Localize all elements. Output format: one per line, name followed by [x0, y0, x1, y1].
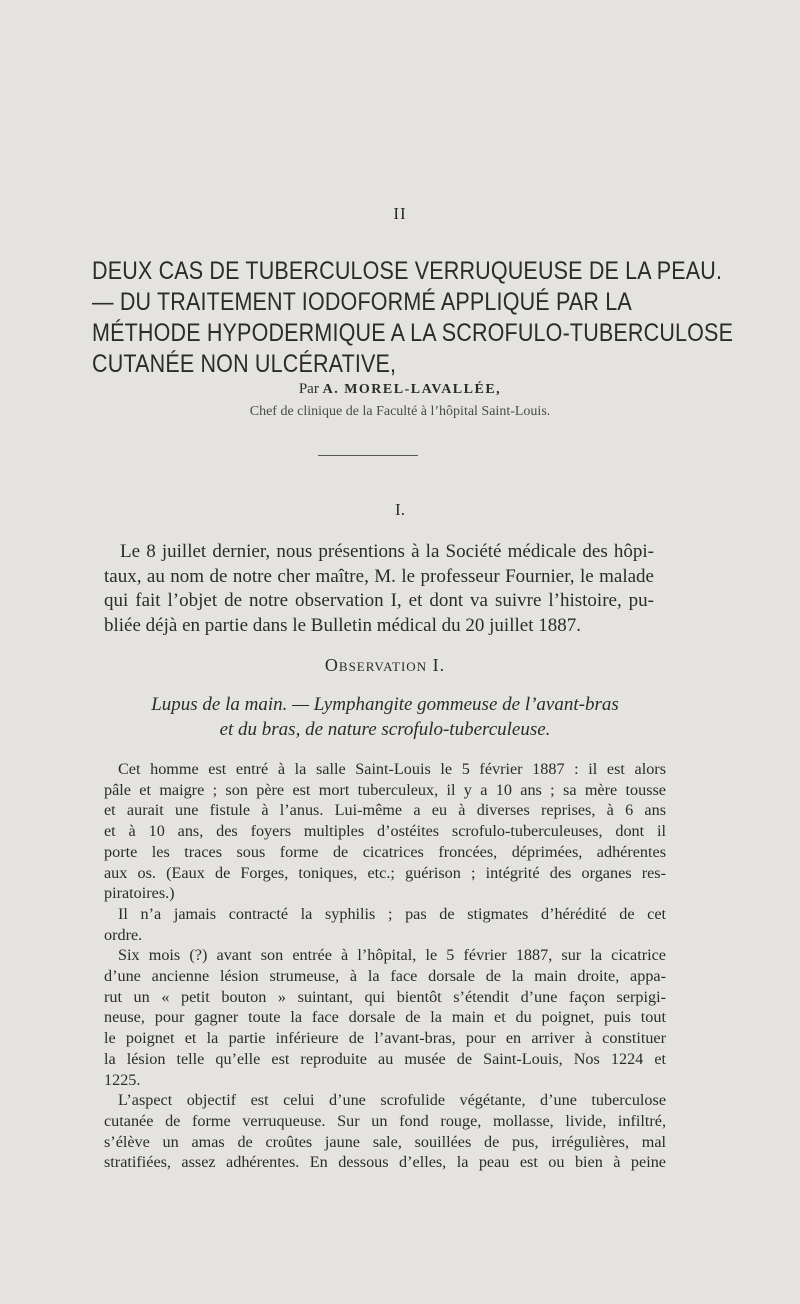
body-line: s’élève un amas de croûtes jaune sale, souillées de pus, irrégulières, mal: [104, 1132, 666, 1151]
observation-subtitle-line: Lupus de la main. — Lymphangite gommeuse de l’avant-bras: [151, 694, 619, 715]
observation-subtitle-line: et du bras, de nature scrofulo-tuberculeuse.: [219, 719, 551, 740]
body-line: Cet homme est entré à la salle Saint-Louis le 5 février 1887 : il est alors: [118, 760, 666, 778]
body-line: rut un « petit bouton » suintant, qui bientôt s’étendit d’une façon serpigi-: [104, 987, 666, 1006]
observation-body: [104, 759, 666, 1173]
body-line: et aurait une fistule à l’anus. Lui-même a eu à diverses reprises, à 6 ans: [104, 801, 666, 820]
part-number: I.: [395, 500, 405, 519]
intro-paragraph: [104, 540, 654, 638]
intro-line: bliée déjà en partie dans le Bulletin médical du 20 juillet 1887.: [104, 614, 581, 636]
body-line: stratifiées, assez adhérentes. En dessous d’elles, la peau est ou bien à peine: [104, 1153, 666, 1172]
body-line: ordre.: [104, 925, 143, 944]
body-line: Six mois (?) avant son entrée à l’hôpital, le 5 février 1887, sur la cicatrice: [118, 946, 666, 965]
section-divider: [318, 455, 418, 456]
body-line: neuse, pour gagner toute la face dorsale de la main et du poignet, puis tout: [104, 1008, 666, 1027]
article-title: [92, 256, 734, 380]
title-line: CUTANÉE NON ULCÉRATIVE,: [92, 350, 397, 378]
title-line: — DU TRAITEMENT IODOFORMÉ APPLIQUÉ PAR LA: [92, 288, 632, 316]
body-line: le poignet et la partie inférieure de l’avant-bras, pour en arriver à constituer: [104, 1029, 666, 1048]
byline-prefix: Par: [298, 381, 319, 397]
body-line: et à 10 ans, des foyers multiples d’ostéites scrofulo-tuberculeuses, dont il: [104, 822, 666, 841]
title-line: MÉTHODE HYPODERMIQUE A LA SCROFULO-TUBERCULOSE: [92, 319, 734, 347]
body-line: cutanée de forme verruqueuse. Sur un fond rouge, mollasse, livide, infiltré,: [104, 1111, 666, 1130]
intro-line: taux, au nom de notre cher maître, M. le professeur Fournier, le malade: [104, 565, 654, 587]
body-line: piratoires.): [104, 884, 175, 903]
observation-subtitle: [0, 692, 770, 742]
intro-line: Le 8 juillet dernier, nous présentions à la Société médicale des hôpi-: [120, 541, 654, 562]
body-line: Il n’a jamais contracté la syphilis ; pas de stigmates d’hérédité de cet: [118, 904, 666, 923]
body-line: d’une ancienne lésion strumeuse, à la face dorsale de la main droite, appa-: [104, 967, 666, 986]
body-line: la lésion telle qu’elle est reproduite au musée de Saint-Louis, Nos 1224 et: [104, 1049, 666, 1068]
author-affiliation: Chef de clinique de la Faculté à l’hôpital Saint-Louis.: [249, 404, 551, 419]
observation-heading: Observation I.: [324, 655, 446, 675]
section-number: II: [393, 204, 407, 223]
body-line: porte les traces sous forme de cicatrices froncées, déprimées, adhérentes: [104, 842, 666, 861]
byline: [0, 381, 800, 398]
body-line: 1225.: [104, 1070, 141, 1089]
body-line: pâle et maigre ; son père est mort tuberculeux, il y a 10 ans ; sa mère tousse: [104, 780, 666, 799]
author-name: A. MOREL-LAVALLÉE,: [322, 382, 502, 397]
intro-line: qui fait l’objet de notre observation I, et dont va suivre l’histoire, pu-: [104, 590, 654, 611]
body-line: aux os. (Eaux de Forges, toniques, etc.; guérison ; intégrité des organes res-: [104, 863, 666, 882]
title-line: DEUX CAS DE TUBERCULOSE VERRUQUEUSE DE LA PEAU.: [92, 257, 723, 285]
body-line: L’aspect objectif est celui d’une scrofulide végétante, d’une tuberculose: [118, 1091, 666, 1110]
